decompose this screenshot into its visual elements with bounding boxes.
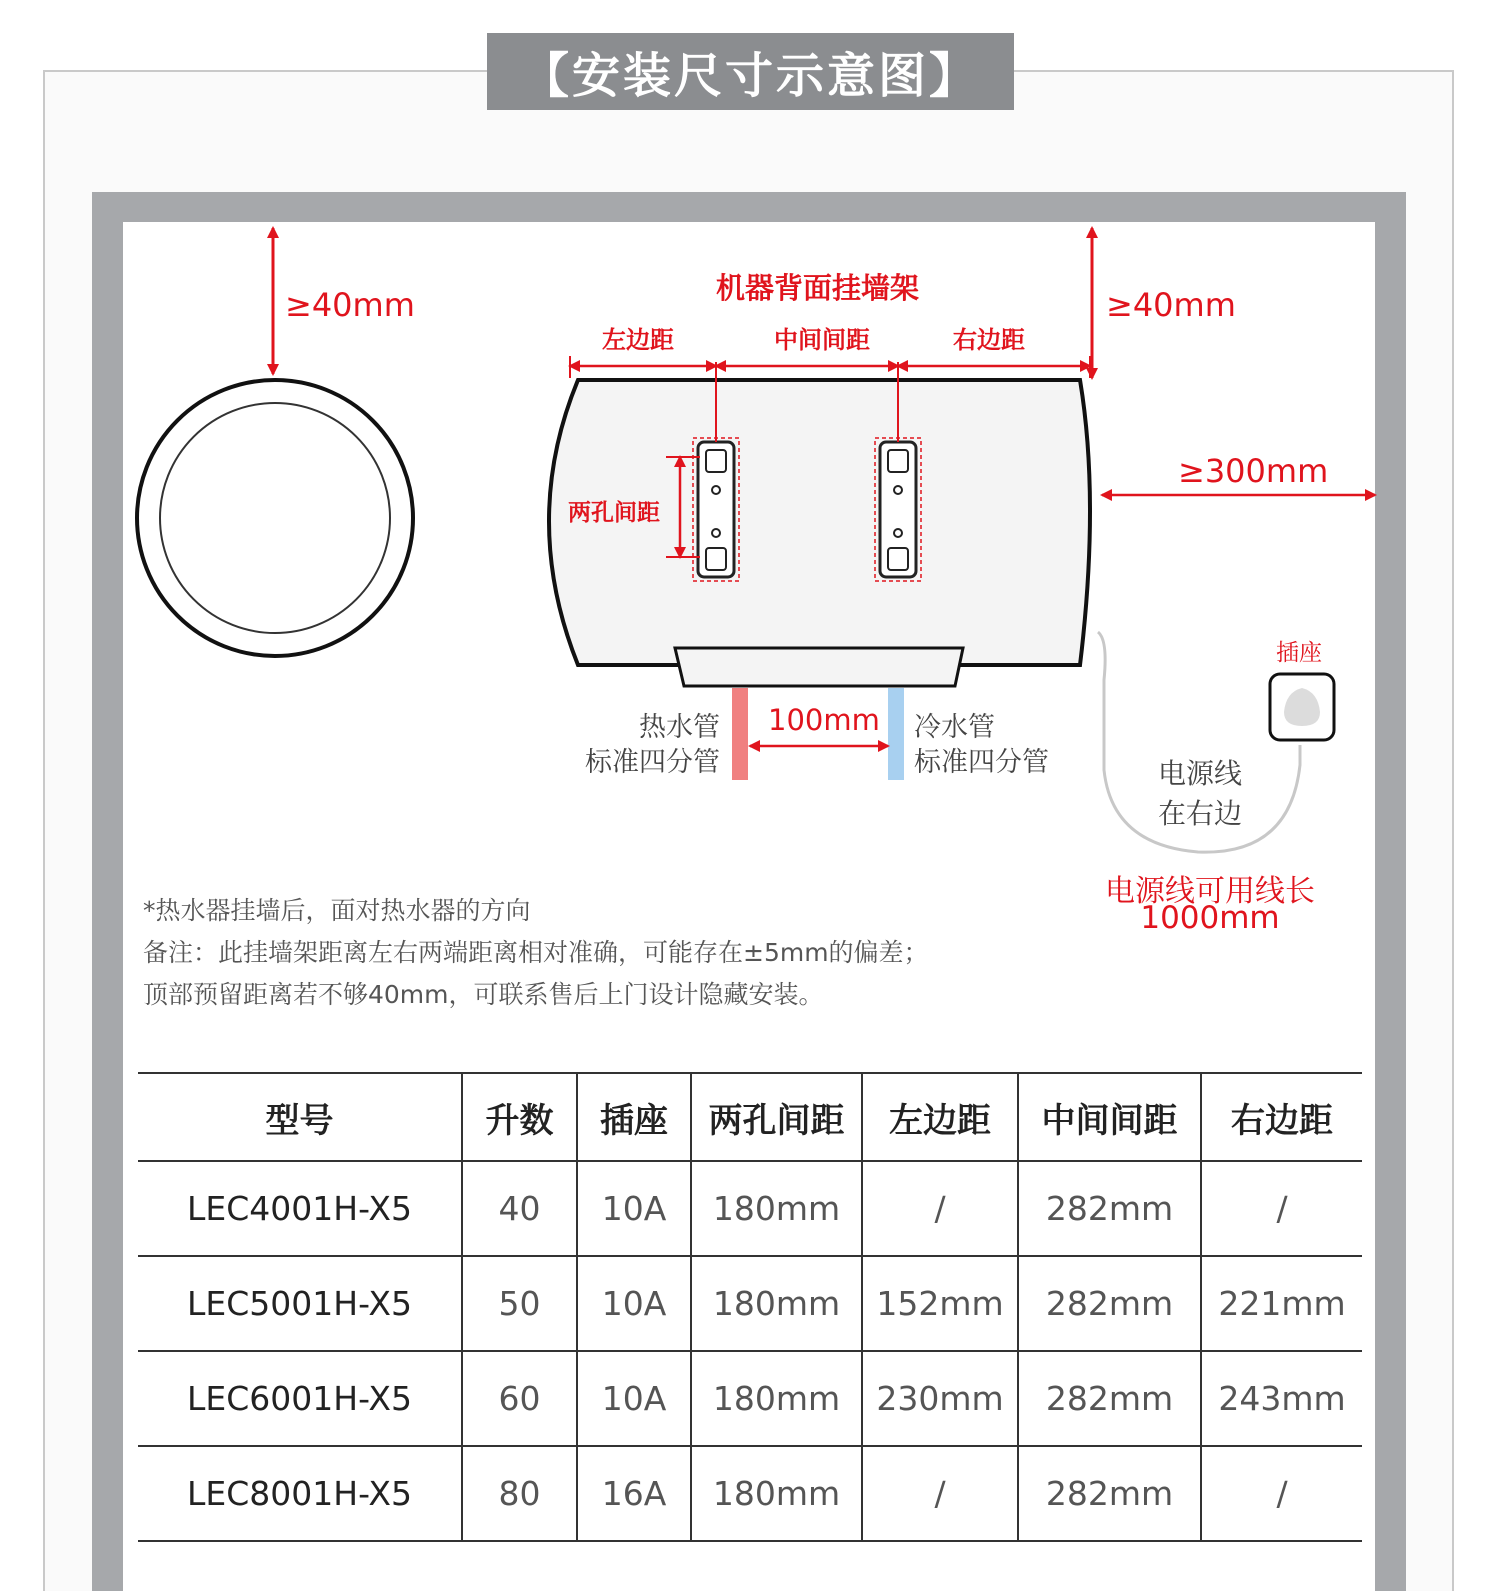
- cell-socket: 10A: [577, 1256, 691, 1351]
- installation-notes: [143, 890, 929, 1016]
- cell-middle-spacing: 282mm: [1018, 1161, 1201, 1256]
- table-row: [138, 1351, 1362, 1446]
- top-clearance-right-label: ≥40mm: [1106, 286, 1236, 324]
- hole-spacing-label: 两孔间距: [568, 500, 660, 526]
- header-left-margin: 左边距: [862, 1073, 1018, 1161]
- bracket-title: 机器背面挂墙架: [716, 271, 920, 305]
- cell-left-margin: 152mm: [862, 1256, 1018, 1351]
- cell-left-margin: /: [862, 1161, 1018, 1256]
- table-row: [138, 1256, 1362, 1351]
- socket-label: 插座: [1276, 640, 1322, 666]
- pipe-distance-label: 100mm: [768, 703, 880, 737]
- cell-left-margin: /: [862, 1446, 1018, 1541]
- header-hole-spacing: 两孔间距: [691, 1073, 862, 1161]
- header-liters: 升数: [462, 1073, 577, 1161]
- cell-right-margin: 221mm: [1201, 1256, 1362, 1351]
- cell-hole-spacing: 180mm: [691, 1161, 862, 1256]
- side-view-inner: [160, 403, 390, 633]
- cord-length-label-line2: 1000mm: [1140, 900, 1280, 936]
- note-line: *热水器挂墙后，面对热水器的方向: [143, 896, 531, 925]
- cell-socket: 10A: [577, 1351, 691, 1446]
- cell-right-margin: /: [1201, 1446, 1362, 1541]
- cell-middle-spacing: 282mm: [1018, 1256, 1201, 1351]
- header-model: 型号: [138, 1073, 462, 1161]
- cell-right-margin: /: [1201, 1161, 1362, 1256]
- cord-length-label-line1: 电源线可用线长: [1105, 874, 1315, 909]
- cell-right-margin: 243mm: [1201, 1351, 1362, 1446]
- side-clearance-label: ≥300mm: [1178, 452, 1329, 490]
- hot-pipe-label-line2: 标准四分管: [585, 747, 720, 778]
- hot-pipe-label-line1: 热水管: [639, 712, 720, 743]
- left-margin-label: 左边距: [602, 326, 674, 354]
- socket-icon: [1270, 674, 1334, 740]
- cell-hole-spacing: 180mm: [691, 1256, 862, 1351]
- cell-left-margin: 230mm: [862, 1351, 1018, 1446]
- cell-liters: 40: [462, 1161, 577, 1256]
- table-row: [138, 1446, 1362, 1541]
- table-header-row: [138, 1073, 1362, 1161]
- note-line: 备注：此挂墙架距离左右两端距离相对准确，可能存在±5mm的偏差；: [143, 938, 929, 967]
- cell-middle-spacing: 282mm: [1018, 1446, 1201, 1541]
- water-heater-bottom-panel: [675, 648, 963, 686]
- power-cord-label-line2: 在右边: [1158, 797, 1243, 830]
- cell-middle-spacing: 282mm: [1018, 1351, 1201, 1446]
- cell-hole-spacing: 180mm: [691, 1351, 862, 1446]
- spec-table: [138, 1072, 1362, 1542]
- cell-socket: 16A: [577, 1446, 691, 1541]
- cold-water-pipe: [888, 688, 904, 780]
- cell-model: LEC8001H-X5: [138, 1446, 462, 1541]
- cell-model: LEC6001H-X5: [138, 1351, 462, 1446]
- header-socket: 插座: [577, 1073, 691, 1161]
- top-clearance-left-label: ≥40mm: [285, 286, 415, 324]
- cell-socket: 10A: [577, 1161, 691, 1256]
- bracket-right: [875, 438, 921, 581]
- cell-liters: 60: [462, 1351, 577, 1446]
- cold-pipe-label-line1: 冷水管: [914, 712, 995, 743]
- cell-liters: 50: [462, 1256, 577, 1351]
- cell-model: LEC5001H-X5: [138, 1256, 462, 1351]
- bracket-left: [693, 438, 739, 581]
- header-middle-spacing: 中间间距: [1018, 1073, 1201, 1161]
- header-right-margin: 右边距: [1201, 1073, 1362, 1161]
- page-title: 【安装尺寸示意图】: [487, 33, 1014, 110]
- table-row: [138, 1161, 1362, 1256]
- cell-liters: 80: [462, 1446, 577, 1541]
- power-cord-label-line1: 电源线: [1158, 757, 1243, 790]
- hot-water-pipe: [732, 688, 748, 780]
- note-line: 顶部预留距离若不够40mm，可联系售后上门设计隐藏安装。: [143, 980, 824, 1009]
- cell-model: LEC4001H-X5: [138, 1161, 462, 1256]
- cold-pipe-label-line2: 标准四分管: [914, 747, 1049, 778]
- cell-hole-spacing: 180mm: [691, 1446, 862, 1541]
- middle-spacing-label: 中间间距: [774, 326, 870, 354]
- right-margin-label: 右边距: [953, 326, 1025, 354]
